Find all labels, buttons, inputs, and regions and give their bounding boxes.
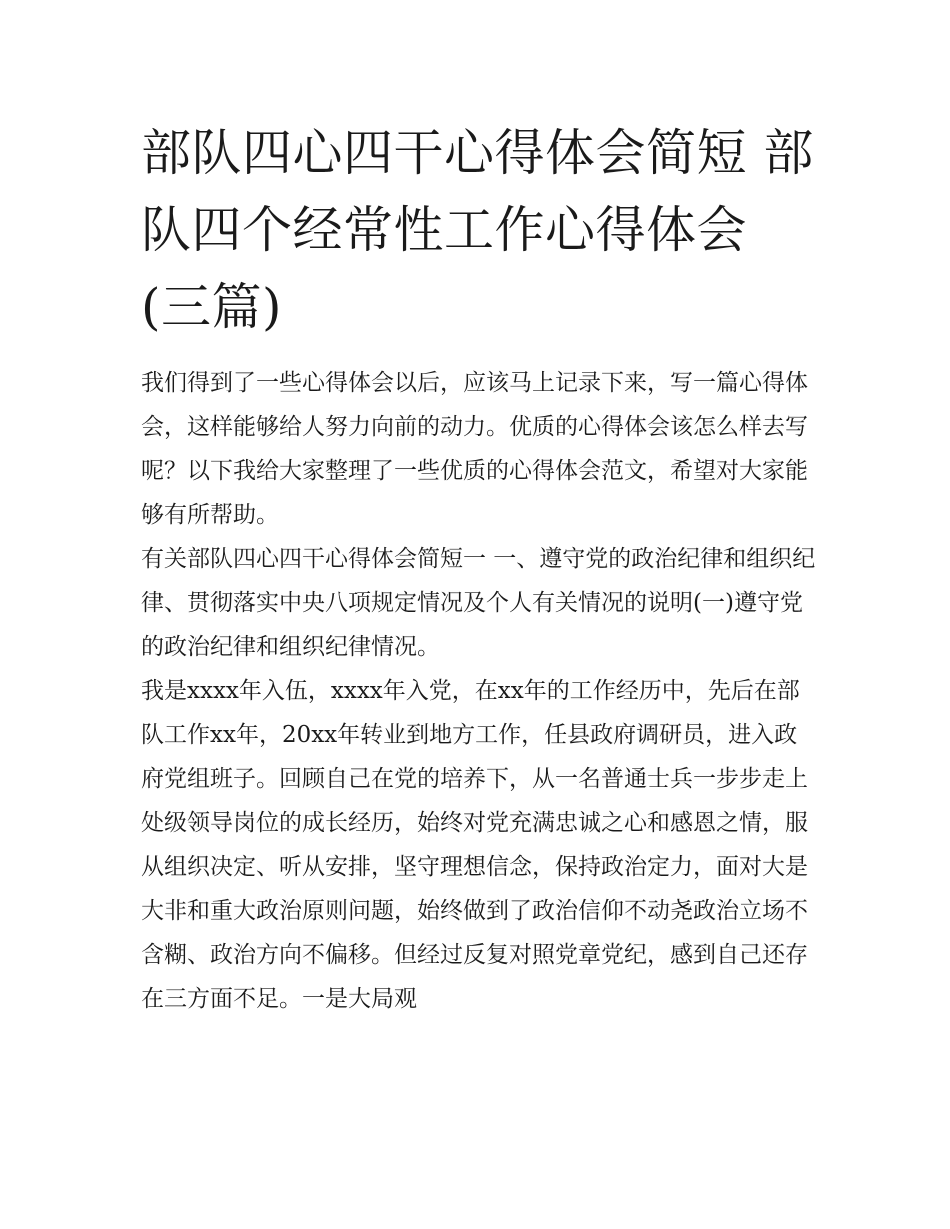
document-page <box>141 115 817 1021</box>
section-one-paragraph: 有关部队四心四干心得体会简短一 一、遵守党的政治纪律和组织纪律、贯彻落实中央八项规定情况及个人有关情况的说明(一)遵守党的政治纪律和组织纪律情况。 <box>141 546 816 660</box>
intro-paragraph: 我们得到了一些心得体会以后，应该马上记录下来，写一篇心得体会，这样能够给人努力向前的动力。优质的心得体会该怎么样去写呢？以下我给大家整理了一些优质的心得体会范文，希望对大家能够有所帮助。 <box>141 370 808 528</box>
personal-statement-paragraph: 我是xxxx年入伍，xxxx年入党，在xx年的工作经历中，先后在部队工作xx年，20xx年转业到地方工作，任县政府调研员，进入政府党组班子。回顾自己在党的培养下，从一名普通士兵一步步走上处级领导岗位的成长经历，始终对党充满忠诚之心和感恩之情，服从组织决定、听从安排，坚守理想信念，保持政治定力，面对大是大非和重大政治原则问题，始终做到了政治信仰不动尧政治立场不含糊、政治方向不偏移。但经过反复对照党章党纪，感到自己还存在三方面不足。一是大局观 <box>141 678 808 1012</box>
document-title: 部队四心四干心得体会简短 部队四个经常性工作心得体会(三篇) <box>141 124 814 336</box>
